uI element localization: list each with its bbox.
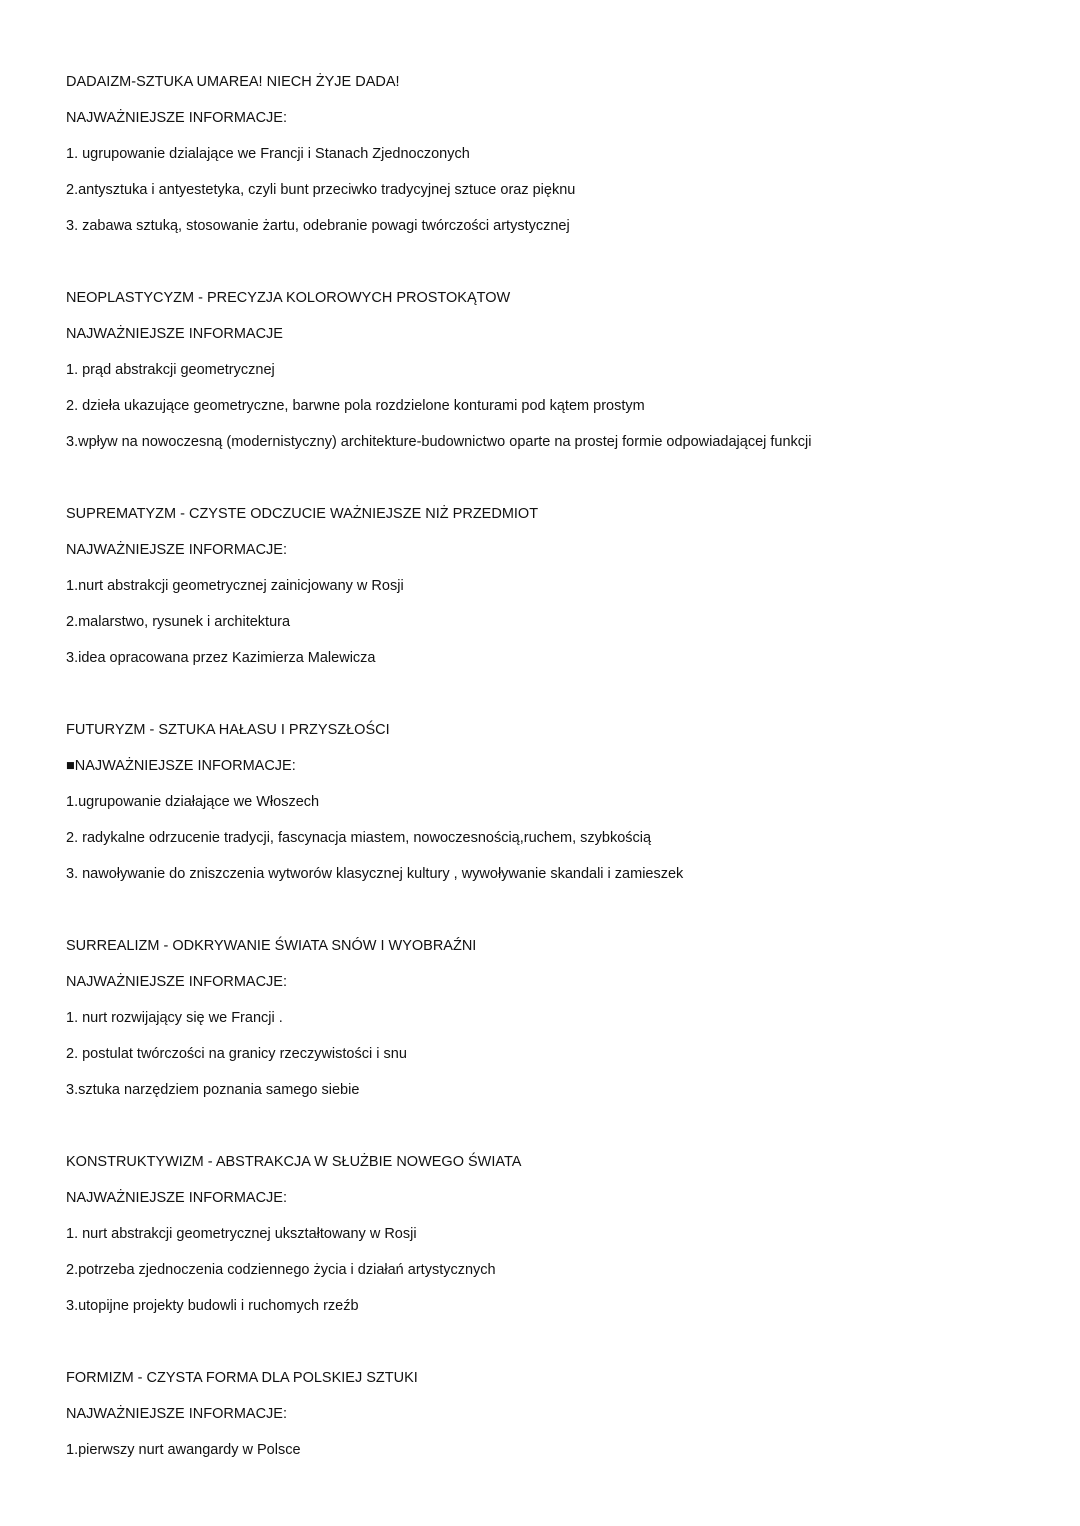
list-item: 1.nurt abstrakcji geometrycznej zainicjowany w Rosji — [66, 578, 404, 594]
list-item: 3.wpływ na nowoczesną (modernistyczny) architekture-budownictwo oparte na prostej formie odpowiadającej funkcji — [66, 434, 812, 450]
list-item: 1. prąd abstrakcji geometrycznej — [66, 362, 275, 378]
section-subtitle: NAJWAŻNIEJSZE INFORMACJE — [66, 326, 283, 342]
list-item: 2.potrzeba zjednoczenia codziennego życia i działań artystycznych — [66, 1262, 496, 1278]
list-item: 2.antysztuka i antyestetyka, czyli bunt przeciwko tradycyjnej sztuce oraz pięknu — [66, 182, 576, 198]
section-title: NEOPLASTYCYZM - PRECYZJA KOLOROWYCH PROSTOKĄTOW — [66, 290, 511, 306]
list-item: 1. nurt rozwijający się we Francji . — [66, 1010, 283, 1026]
document-page — [66, 64, 1026, 1504]
section-subtitle: ■NAJWAŻNIEJSZE INFORMACJE: — [66, 758, 296, 774]
section-subtitle: NAJWAŻNIEJSZE INFORMACJE: — [66, 974, 287, 990]
section-title: SURREALIZM - ODKRYWANIE ŚWIATA SNÓW I WYOBRAŹNI — [66, 938, 477, 954]
list-item: 1.ugrupowanie działające we Włoszech — [66, 794, 320, 810]
section-suprematyzm — [66, 496, 1026, 676]
section-surrealizm — [66, 928, 1026, 1108]
list-item: 1.pierwszy nurt awangardy w Polsce — [66, 1442, 301, 1458]
list-item: 3.sztuka narzędziem poznania samego siebie — [66, 1082, 360, 1098]
list-item: 3.idea opracowana przez Kazimierza Malewicza — [66, 650, 376, 666]
list-item: 2.malarstwo, rysunek i architektura — [66, 614, 291, 630]
section-futuryzm — [66, 712, 1026, 892]
section-subtitle: NAJWAŻNIEJSZE INFORMACJE: — [66, 542, 287, 558]
list-item: 1. ugrupowanie dzialające we Francji i Stanach Zjednoczonych — [66, 146, 470, 162]
section-title: FORMIZM - CZYSTA FORMA DLA POLSKIEJ SZTUKI — [66, 1370, 418, 1386]
list-item: 2. dzieła ukazujące geometryczne, barwne pola rozdzielone konturami pod kątem prostym — [66, 398, 645, 414]
list-item: 3.utopijne projekty budowli i ruchomych rzeźb — [66, 1298, 359, 1314]
section-dadaizm — [66, 64, 1026, 244]
list-item: 1. nurt abstrakcji geometrycznej ukształtowany w Rosji — [66, 1226, 417, 1242]
section-subtitle: NAJWAŻNIEJSZE INFORMACJE: — [66, 110, 287, 126]
section-subtitle: NAJWAŻNIEJSZE INFORMACJE: — [66, 1190, 287, 1206]
section-subtitle: NAJWAŻNIEJSZE INFORMACJE: — [66, 1406, 287, 1422]
section-konstruktywizm — [66, 1144, 1026, 1324]
list-item: 2. postulat twórczości na granicy rzeczywistości i snu — [66, 1046, 407, 1062]
list-item: 3. nawoływanie do zniszczenia wytworów klasycznej kultury , wywoływanie skandali i zamieszek — [66, 866, 684, 882]
section-title: KONSTRUKTYWIZM - ABSTRAKCJA W SŁUŻBIE NOWEGO ŚWIATA — [66, 1154, 522, 1170]
list-item: 3. zabawa sztuką, stosowanie żartu, odebranie powagi twórczości artystycznej — [66, 218, 570, 234]
list-item: 2. radykalne odrzucenie tradycji, fascynacja miastem, nowoczesnością,ruchem, szybkością — [66, 830, 652, 846]
section-neoplastycyzm — [66, 280, 1026, 460]
section-title: SUPREMATYZM - CZYSTE ODCZUCIE WAŻNIEJSZE NIŻ PRZEDMIOT — [66, 506, 539, 522]
section-title: DADAIZM-SZTUKA UMAREA! NIECH ŻYJE DADA! — [66, 74, 400, 90]
section-title: FUTURYZM - SZTUKA HAŁASU I PRZYSZŁOŚCI — [66, 722, 390, 738]
section-formizm — [66, 1360, 1026, 1468]
